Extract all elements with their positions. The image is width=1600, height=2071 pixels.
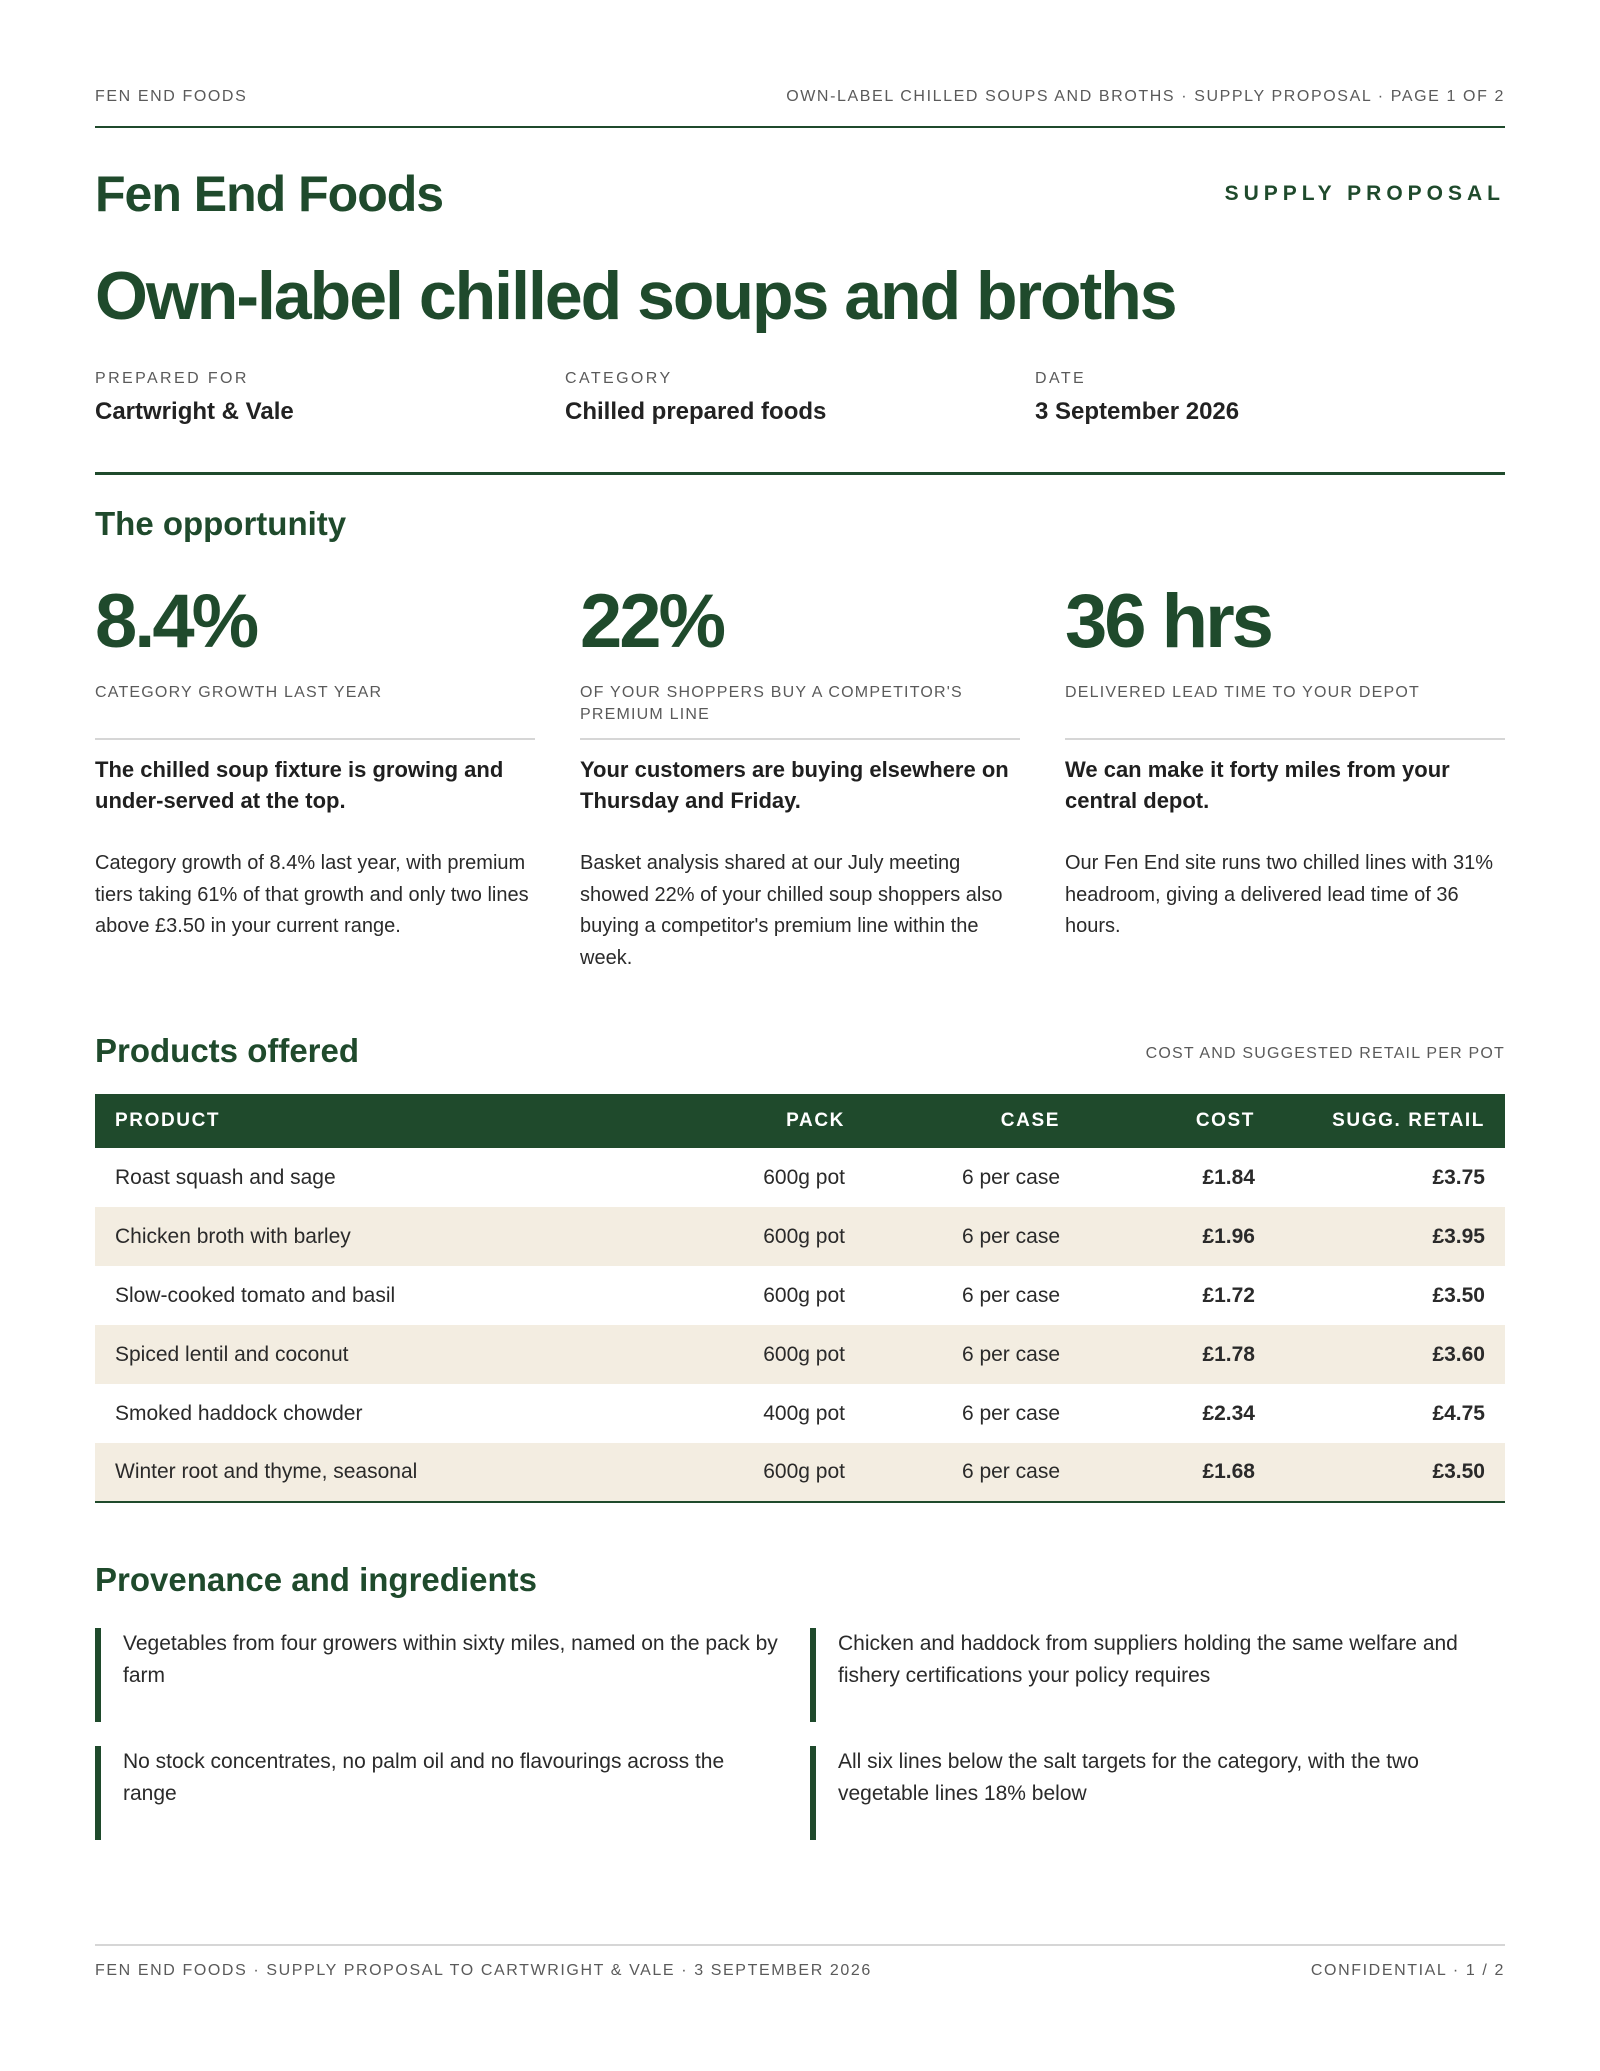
cell-pack: 600g pot — [763, 1165, 845, 1189]
running-footer-left: FEN END FOODS · SUPPLY PROPOSAL TO CARTWRIGHT & VALE · 3 SEPTEMBER 2026 — [95, 1962, 872, 1979]
cell-pack: 400g pot — [763, 1401, 845, 1425]
stat-caption: OF YOUR SHOPPERS BUY A COMPETITOR'S PREMIUM LINE — [580, 684, 963, 723]
cell-retail: £4.75 — [1432, 1401, 1485, 1425]
cell-product: Winter root and thyme, seasonal — [95, 1443, 655, 1502]
table-row — [95, 1266, 1505, 1325]
cell-cost: £1.96 — [1080, 1207, 1275, 1266]
stat-value: 36 hrs — [1065, 579, 1271, 664]
meta-category — [565, 370, 1035, 426]
cell-pack: 600g pot — [655, 1443, 865, 1502]
provenance-item: No stock concentrates, no palm oil and no flavourings across the range — [95, 1746, 790, 1840]
meta-row — [95, 370, 1505, 426]
stat-body: Our Fen End site runs two chilled lines with 31% headroom, giving a delivered lead time of 36 hours. — [1065, 852, 1493, 937]
col-pack: PACK — [655, 1094, 865, 1148]
table-header-row — [95, 1094, 1505, 1148]
table-row — [95, 1325, 1505, 1384]
stat-lead: The chilled soup fixture is growing and under-served at the top. — [95, 757, 504, 813]
stat-value: 8.4% — [95, 579, 257, 664]
stat-value: 22% — [580, 579, 724, 664]
table-row — [95, 1148, 1505, 1207]
cell-cost: £1.68 — [1080, 1443, 1275, 1502]
cell-retail: £3.75 — [1432, 1165, 1485, 1189]
provenance-list — [95, 1628, 1505, 1840]
cell-retail: £3.95 — [1275, 1207, 1505, 1266]
running-header-left: FEN END FOODS — [95, 88, 248, 105]
cell-case: 6 per case — [865, 1325, 1080, 1384]
brand-row — [95, 165, 1505, 223]
stat-divider — [1065, 738, 1505, 740]
provenance-item: All six lines below the salt targets for the category, with the two vegetable lines 18% below — [810, 1746, 1505, 1840]
cell-case: 6 per case — [865, 1443, 1080, 1502]
stat-body: Category growth of 8.4% last year, with premium tiers taking 61% of that growth and only two lines above £3.50 in your current range. — [95, 852, 529, 937]
cell-pack: 600g pot — [763, 1283, 845, 1307]
meta-value: 3 September 2026 — [1035, 398, 1240, 425]
cell-pack: 600g pot — [655, 1325, 865, 1384]
brand-name: Fen End Foods — [95, 166, 444, 222]
cell-cost: £1.78 — [1080, 1325, 1275, 1384]
cell-cost: £2.34 — [1202, 1401, 1255, 1425]
stat-lead: We can make it forty miles from your central depot. — [1065, 757, 1450, 813]
provenance-item: Vegetables from four growers within sixty miles, named on the pack by farm — [95, 1628, 790, 1722]
stat-caption: CATEGORY GROWTH LAST YEAR — [95, 684, 383, 701]
running-footer-right: CONFIDENTIAL · 1 / 2 — [1310, 1962, 1505, 1979]
cell-cost: £1.72 — [1202, 1283, 1255, 1307]
cell-case: 6 per case — [961, 1165, 1060, 1189]
running-footer — [95, 1944, 1505, 1980]
stat-competitor-shoppers — [580, 580, 1020, 974]
meta-value: Cartwright & Vale — [95, 398, 294, 425]
stat-caption: DELIVERED LEAD TIME TO YOUR DEPOT — [1065, 684, 1420, 701]
col-case: CASE — [865, 1094, 1080, 1148]
stat-body: Basket analysis shared at our July meeting showed 22% of your chilled soup shoppers also buying a competitor's premium line within the week. — [580, 852, 1003, 969]
document-kind: SUPPLY PROPOSAL — [1224, 182, 1505, 205]
stat-divider — [95, 738, 535, 740]
col-retail: SUGG. RETAIL — [1275, 1094, 1505, 1148]
table-row — [95, 1443, 1505, 1502]
provenance-item: Chicken and haddock from suppliers holding the same welfare and fishery certifications your policy requires — [810, 1628, 1505, 1722]
provenance-heading: Provenance and ingredients — [95, 1561, 537, 1598]
stat-lead-time — [1065, 580, 1505, 974]
cell-cost: £1.84 — [1202, 1165, 1255, 1189]
meta-divider — [95, 472, 1505, 475]
meta-date — [1035, 370, 1505, 426]
stat-divider — [580, 738, 1020, 740]
table-row — [95, 1384, 1505, 1443]
meta-prepared-for — [95, 370, 565, 426]
document-title: Own-label chilled soups and broths — [95, 258, 1176, 334]
cell-retail: £3.50 — [1432, 1283, 1485, 1307]
cell-product: Slow-cooked tomato and basil — [115, 1283, 396, 1307]
cell-retail: £3.50 — [1275, 1443, 1505, 1502]
products-table — [95, 1094, 1505, 1503]
meta-label: PREPARED FOR — [95, 370, 249, 387]
running-header-right: OWN-LABEL CHILLED SOUPS AND BROTHS · SUPPLY PROPOSAL · PAGE 1 OF 2 — [786, 88, 1505, 105]
document-page — [95, 0, 1505, 2071]
stat-lead: Your customers are buying elsewhere on Thursday and Friday. — [580, 757, 1009, 813]
cell-case: 6 per case — [865, 1207, 1080, 1266]
opportunity-stats — [95, 580, 1505, 974]
cell-retail: £3.60 — [1275, 1325, 1505, 1384]
cell-product: Spiced lentil and coconut — [95, 1325, 655, 1384]
cell-case: 6 per case — [961, 1401, 1060, 1425]
cell-pack: 600g pot — [655, 1207, 865, 1266]
meta-label: DATE — [1035, 370, 1087, 387]
col-cost: COST — [1080, 1094, 1275, 1148]
cell-product: Roast squash and sage — [115, 1165, 336, 1189]
products-note: COST AND SUGGESTED RETAIL PER POT — [1145, 1045, 1505, 1062]
cell-case: 6 per case — [961, 1283, 1060, 1307]
cell-product: Smoked haddock chowder — [115, 1401, 363, 1425]
products-heading: Products offered — [95, 1032, 360, 1069]
meta-label: CATEGORY — [565, 370, 673, 387]
col-product: PRODUCT — [95, 1094, 655, 1148]
cell-product: Chicken broth with barley — [95, 1207, 655, 1266]
table-row — [95, 1207, 1505, 1266]
running-header — [95, 88, 1505, 128]
stat-category-growth — [95, 580, 535, 974]
meta-value: Chilled prepared foods — [565, 398, 827, 425]
opportunity-heading: The opportunity — [95, 505, 347, 542]
